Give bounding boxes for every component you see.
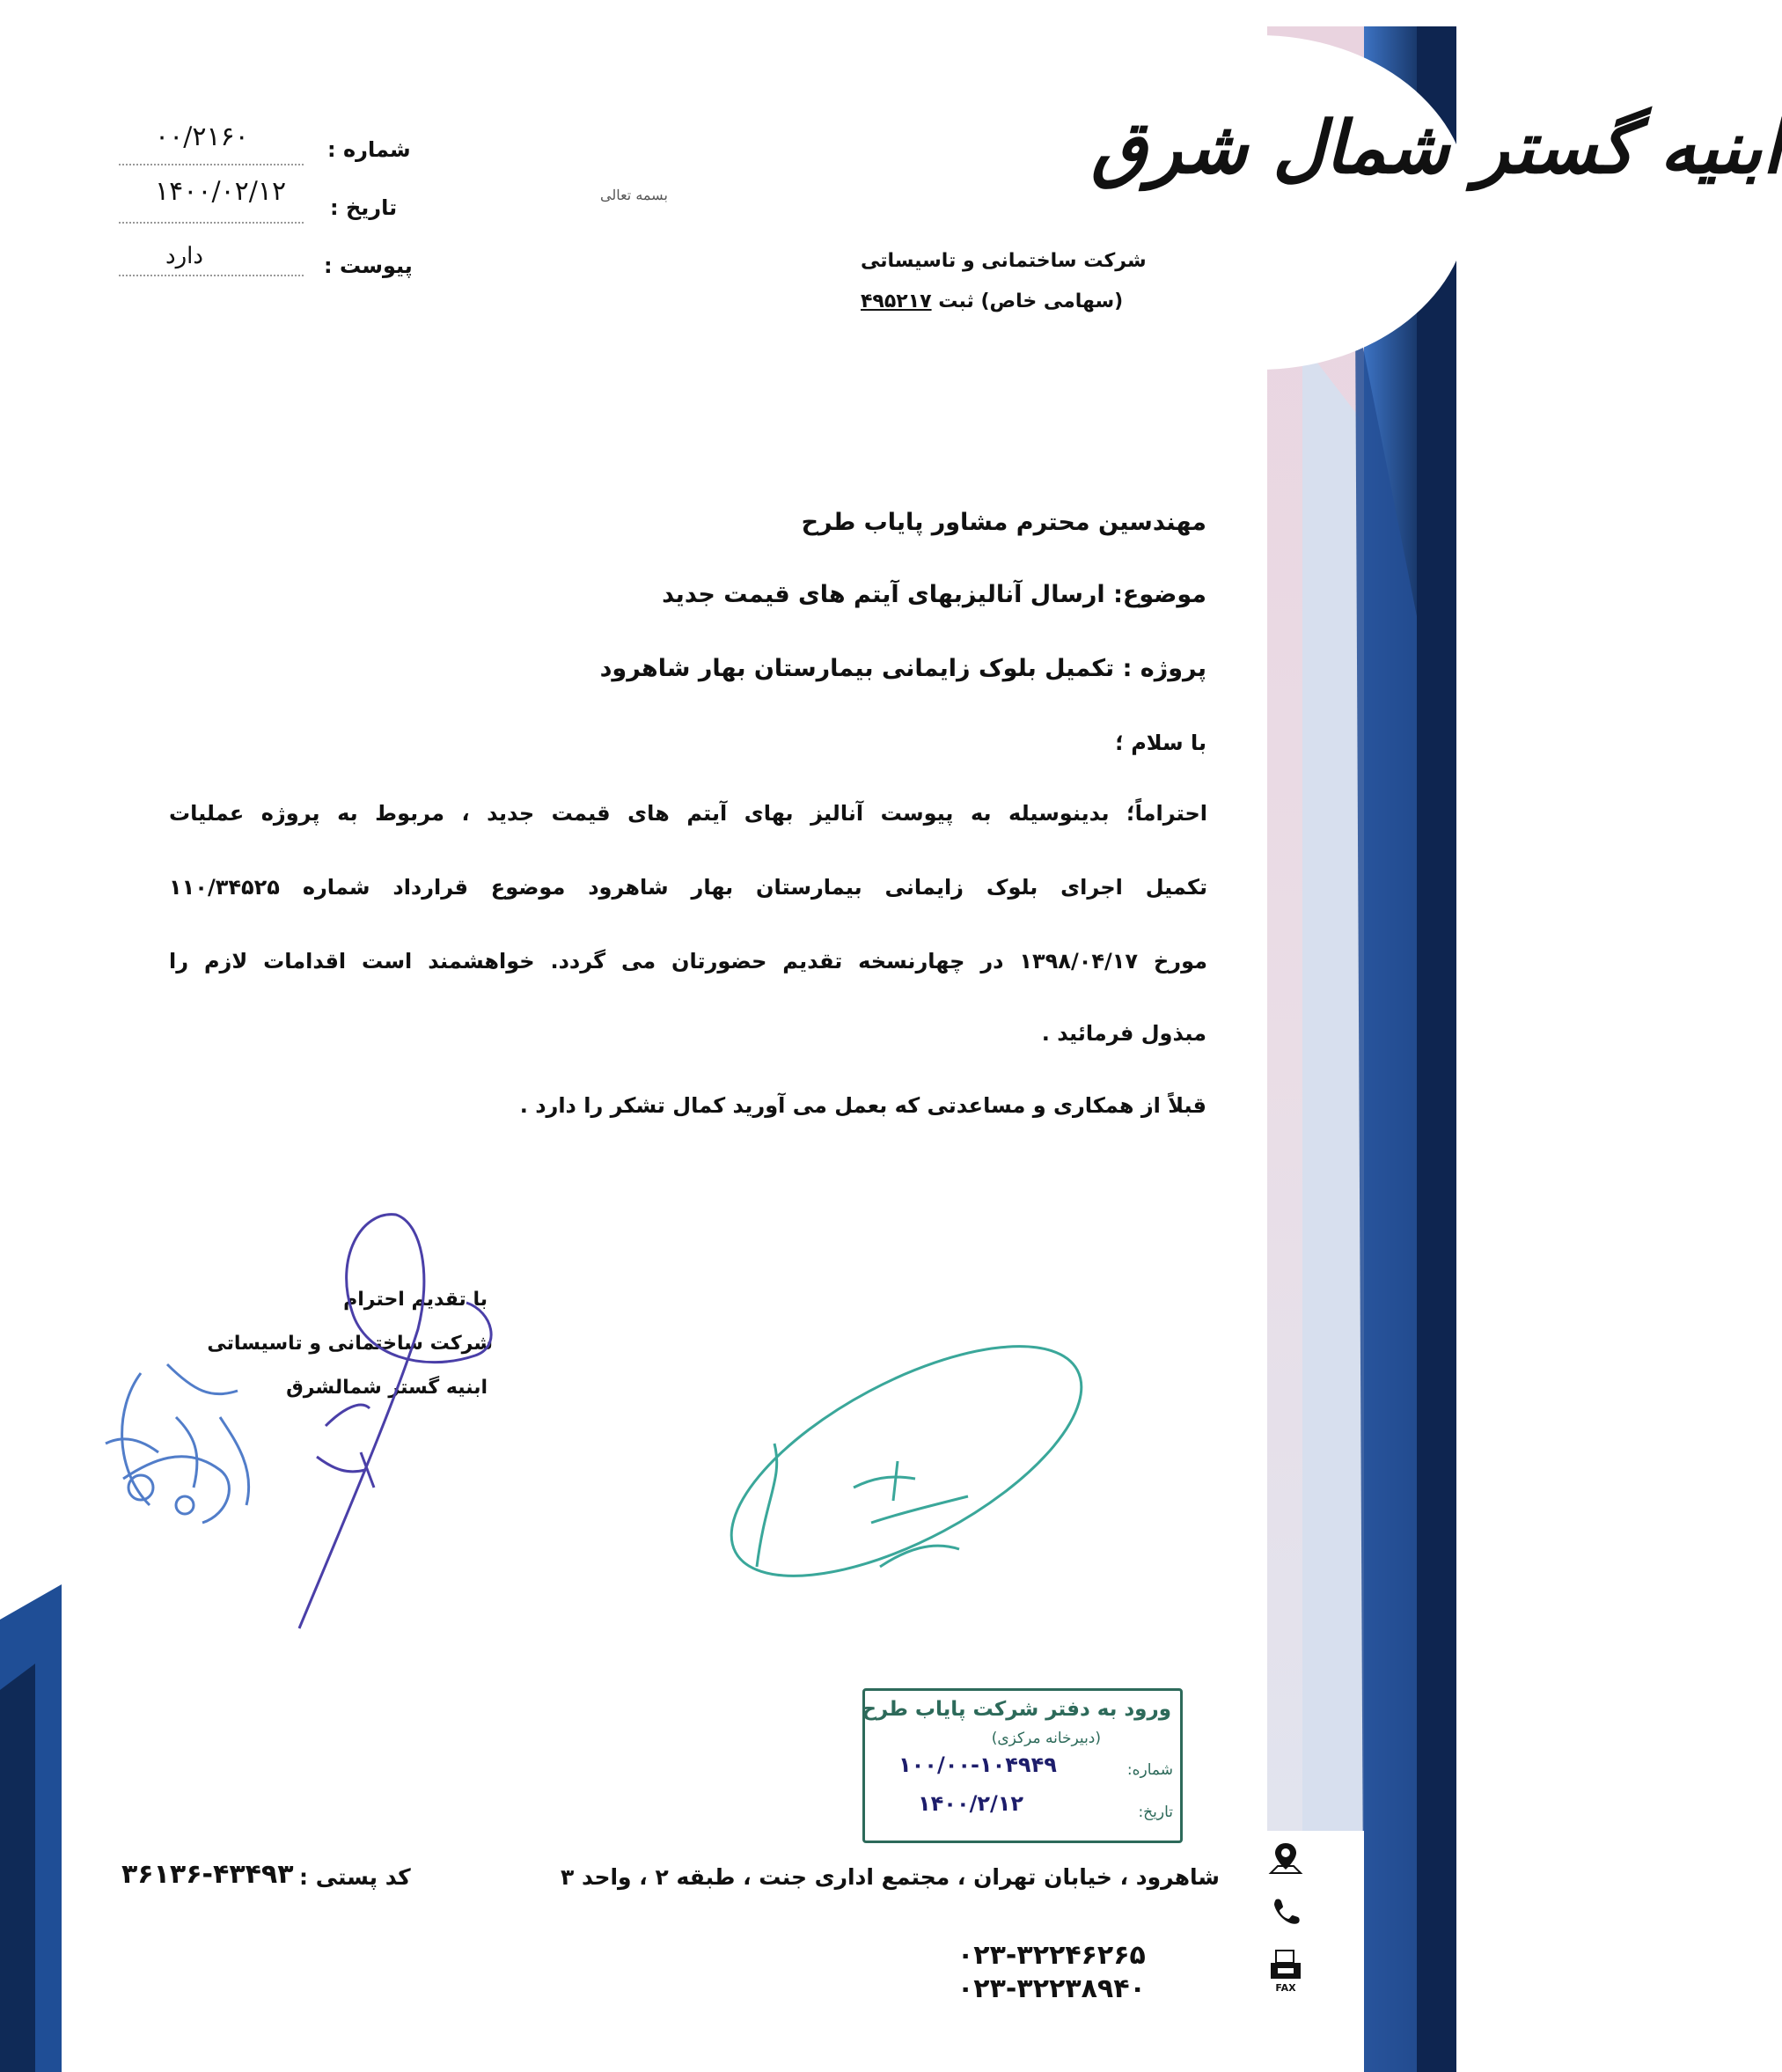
footer-phone: ۰۲۳-۳۲۲۴۶۲۶۵ [957, 1940, 1146, 1971]
recipient: مهندسین محترم مشاور پایاب طرح [801, 509, 1206, 536]
company-logo: ابنیه گستر شمال شرق [1091, 106, 1782, 190]
received-annotation [704, 1285, 1109, 1655]
postal-code: ۳۶۱۳۶-۴۳۴۹۳ [121, 1859, 294, 1890]
body-line-2: تکمیل اجرای بلوک زایمانی بیمارستان بهار شاهرود موضوع قرارداد شماره ۱۱۰/۳۴۵۲۵ [169, 875, 1207, 900]
date-label: تاریخ : [330, 195, 398, 220]
footer-fax: ۰۲۳-۳۲۲۳۸۹۴۰ [957, 1973, 1146, 2004]
company-registration [861, 290, 1123, 312]
fax-icon-label: FAX [1275, 1982, 1296, 1994]
stamp-date-value: ۱۴۰۰/۲/۱۲ [918, 1791, 1024, 1816]
signature [264, 1206, 510, 1646]
project: پروژه : تکمیل بلوک زایمانی بیمارستان بهار شاهرود [599, 655, 1206, 682]
company-legal-prefix: (سهامی خاص) ثبت [938, 290, 1124, 312]
closing: قبلاً از همکاری و مساعدتی که بعمل می آورید کمال تشکر را دارد . [519, 1093, 1206, 1118]
decorative-left-band [0, 1584, 79, 2072]
location-icon [1267, 1840, 1304, 1877]
stamp-subtitle: (دبیرخانه مرکزی) [991, 1730, 1101, 1747]
stamp-number-value: ۱۰۰/۰۰-۱۰۴۹۴۹ [898, 1752, 1057, 1777]
date-dotted-line [119, 222, 304, 224]
letter-date: ۱۴۰۰/۰۲/۱۲ [155, 176, 287, 207]
company-type: شرکت ساختمانی و تاسیساتی [861, 250, 1147, 272]
attachment-dotted-line [119, 275, 304, 276]
signature-line-2: شرکت ساختمانی و تاسیساتی [207, 1333, 493, 1355]
subject: موضوع: ارسال آنالیزبهای آیتم های قیمت جدید [662, 581, 1206, 608]
stamp-number-label: شماره: [1126, 1761, 1173, 1779]
phone-icon [1267, 1892, 1304, 1929]
footer-address: شاهرود ، خیابان تهران ، مجتمع اداری جنت ، طبقه ۲ ، واحد ۳ [561, 1864, 1220, 1890]
body-line-3: مورخ ۱۳۹۸/۰۴/۱۷ در چهارنسخه تقدیم حضورتان می گردد. خواهشمند است اقدامات لازم را [169, 949, 1208, 974]
signature-line-3: ابنیه گستر شمالشرق [286, 1377, 488, 1399]
attachment-label: پیوست : [324, 253, 413, 278]
footer-phone-wrap [957, 1940, 1146, 1971]
receipt-stamp [862, 1688, 1183, 1843]
fax-icon [1267, 1949, 1304, 1995]
stamp-title: ورود به دفتر شرکت پایاب طرح [862, 1698, 1171, 1721]
greeting: با سلام ؛ [1115, 731, 1206, 755]
body-line-4: مبذول فرمائید . [1041, 1021, 1206, 1046]
bismillah: بسمه تعالی [600, 187, 668, 203]
number-dotted-line [119, 164, 304, 165]
logo-backdrop [1038, 53, 1408, 370]
registration-number: ۴۹۵۲۱۷ [861, 290, 932, 312]
body-line-1: احتراماً؛ بدینوسیله به پیوست آنالیز بهای آیتم های قیمت جدید ، مربوط به پروژه عملیات [169, 801, 1207, 826]
stamp-date-label: تاریخ: [1138, 1804, 1173, 1821]
number-label: شماره : [327, 137, 411, 162]
footer-fax-wrap [957, 1973, 1146, 2004]
signature-line-1: با تقدیم احترام [343, 1289, 488, 1311]
attachment-value: دارد [165, 243, 203, 269]
letter-number: ۰۰/۲۱۶۰ [155, 121, 249, 152]
postal-label: کد پستی : [299, 1864, 411, 1890]
